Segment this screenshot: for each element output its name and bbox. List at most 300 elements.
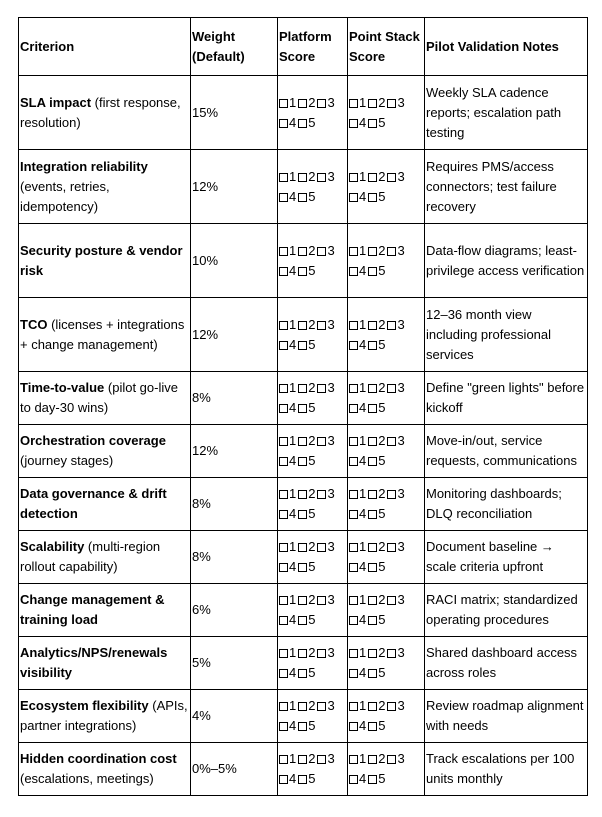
checkbox-icon[interactable] [279, 437, 288, 446]
checkbox-icon[interactable] [279, 321, 288, 330]
checkbox-icon[interactable] [349, 247, 358, 256]
point-stack-score-option[interactable] [349, 486, 366, 501]
weight-cell [191, 690, 278, 743]
platform-score-option[interactable] [279, 718, 296, 733]
point-stack-score-option[interactable] [349, 95, 366, 110]
score-option-label: 1 [289, 592, 297, 607]
point-stack-score-option[interactable] [387, 539, 404, 554]
platform-score-option[interactable] [279, 169, 296, 184]
point-stack-score-option[interactable] [368, 751, 385, 766]
checkbox-icon[interactable] [317, 490, 326, 499]
point-stack-score-option[interactable] [387, 698, 404, 713]
checkbox-icon[interactable] [368, 173, 377, 182]
platform-score-option[interactable] [298, 189, 315, 204]
checkbox-icon[interactable] [298, 755, 307, 764]
checkbox-icon[interactable] [368, 404, 377, 413]
checkbox-icon[interactable] [298, 722, 307, 731]
point-stack-score-option[interactable] [368, 665, 385, 680]
point-stack-score-option[interactable] [387, 95, 404, 110]
score-option-label: 1 [289, 486, 297, 501]
checkbox-icon[interactable] [279, 775, 288, 784]
score-option-label: 1 [359, 486, 367, 501]
platform-score-option[interactable] [298, 263, 315, 278]
checkbox-icon[interactable] [349, 173, 358, 182]
checkbox-icon[interactable] [387, 649, 396, 658]
checkbox-icon[interactable] [387, 490, 396, 499]
checkbox-icon[interactable] [387, 99, 396, 108]
point-stack-score-option[interactable] [368, 453, 385, 468]
checkbox-icon[interactable] [368, 490, 377, 499]
platform-score-cell [278, 743, 348, 796]
checkbox-icon[interactable] [298, 616, 307, 625]
score-option-line [279, 537, 346, 557]
platform-score-option[interactable] [298, 645, 315, 660]
checkbox-icon[interactable] [317, 649, 326, 658]
checkbox-icon[interactable] [298, 247, 307, 256]
point-stack-score-option[interactable] [387, 380, 404, 395]
platform-score-option[interactable] [279, 506, 296, 521]
score-option-label: 3 [397, 380, 405, 395]
point-stack-score-option[interactable] [349, 115, 366, 130]
checkbox-icon[interactable] [298, 543, 307, 552]
point-stack-score-option[interactable] [368, 115, 385, 130]
platform-score-option[interactable] [317, 698, 334, 713]
platform-score-option[interactable] [298, 559, 315, 574]
platform-score-option[interactable] [298, 698, 315, 713]
checkbox-icon[interactable] [387, 755, 396, 764]
platform-score-option[interactable] [279, 380, 296, 395]
platform-score-option[interactable] [298, 751, 315, 766]
score-option-label: 4 [289, 771, 297, 786]
checkbox-icon[interactable] [349, 119, 358, 128]
checkbox-icon[interactable] [368, 596, 377, 605]
platform-score-option[interactable] [279, 592, 296, 607]
checkbox-icon[interactable] [317, 543, 326, 552]
checkbox-icon[interactable] [279, 267, 288, 276]
platform-score-cell [278, 478, 348, 531]
point-stack-score-option[interactable] [368, 559, 385, 574]
point-stack-score-option[interactable] [349, 751, 366, 766]
platform-score-option[interactable] [298, 243, 315, 258]
score-option-label: 5 [378, 114, 386, 130]
platform-score-option[interactable] [317, 169, 334, 184]
checkbox-icon[interactable] [349, 321, 358, 330]
point-stack-score-cell [348, 298, 425, 372]
score-option-label: 4 [359, 188, 367, 204]
platform-score-option[interactable] [298, 771, 315, 786]
checkbox-icon[interactable] [368, 543, 377, 552]
checkbox-icon[interactable] [298, 321, 307, 330]
header-platform-sublabel: Score [279, 48, 316, 64]
checkbox-icon[interactable] [349, 722, 358, 731]
score-option-line [349, 451, 423, 471]
point-stack-score-option[interactable] [368, 506, 385, 521]
point-stack-score-option[interactable] [349, 612, 366, 627]
platform-score-option[interactable] [279, 263, 296, 278]
score-option-label: 3 [327, 168, 335, 184]
platform-score-option[interactable] [279, 400, 296, 415]
checkbox-icon[interactable] [279, 247, 288, 256]
platform-score-option[interactable] [279, 95, 296, 110]
score-option-line [349, 315, 423, 335]
checkbox-icon[interactable] [368, 616, 377, 625]
point-stack-score-option[interactable] [387, 592, 404, 607]
criterion-title: Security posture & vendor risk [20, 242, 183, 278]
criterion-cell [19, 690, 191, 743]
platform-score-option[interactable] [279, 612, 296, 627]
platform-score-option[interactable] [298, 169, 315, 184]
platform-score-option[interactable] [298, 400, 315, 415]
checkbox-icon[interactable] [298, 404, 307, 413]
platform-score-option[interactable] [298, 665, 315, 680]
checkbox-icon[interactable] [279, 722, 288, 731]
checkbox-icon[interactable] [317, 99, 326, 108]
score-option-line [349, 167, 423, 187]
checkbox-icon[interactable] [279, 563, 288, 572]
point-stack-score-option[interactable] [349, 433, 366, 448]
checkbox-icon[interactable] [368, 563, 377, 572]
score-option-label: 3 [327, 486, 335, 501]
platform-score-option[interactable] [298, 95, 315, 110]
criterion-cell [19, 584, 191, 637]
point-stack-score-option[interactable] [368, 539, 385, 554]
checkbox-icon[interactable] [279, 119, 288, 128]
checkbox-icon[interactable] [368, 457, 377, 466]
checkbox-icon[interactable] [349, 649, 358, 658]
checkbox-icon[interactable] [298, 119, 307, 128]
platform-score-option[interactable] [317, 539, 334, 554]
checkbox-icon[interactable] [368, 775, 377, 784]
checkbox-icon[interactable] [298, 193, 307, 202]
point-stack-score-cell [348, 690, 425, 743]
checkbox-icon[interactable] [387, 384, 396, 393]
checkbox-icon[interactable] [279, 193, 288, 202]
score-option-label: 2 [308, 698, 316, 713]
point-stack-score-option[interactable] [349, 317, 366, 332]
platform-score-option[interactable] [317, 95, 334, 110]
checkbox-icon[interactable] [349, 267, 358, 276]
checkbox-icon[interactable] [279, 404, 288, 413]
point-stack-score-option[interactable] [368, 189, 385, 204]
checkbox-icon[interactable] [387, 173, 396, 182]
checkbox-icon[interactable] [368, 341, 377, 350]
platform-score-option[interactable] [279, 337, 296, 352]
checkbox-icon[interactable] [368, 669, 377, 678]
point-stack-score-option[interactable] [368, 698, 385, 713]
platform-score-option[interactable] [317, 486, 334, 501]
platform-score-option[interactable] [279, 486, 296, 501]
platform-score-option[interactable] [279, 453, 296, 468]
table-row [19, 690, 588, 743]
checkbox-icon[interactable] [279, 384, 288, 393]
checkbox-icon[interactable] [349, 384, 358, 393]
checkbox-icon[interactable] [298, 437, 307, 446]
platform-score-option[interactable] [298, 592, 315, 607]
checkbox-icon[interactable] [368, 267, 377, 276]
point-stack-score-option[interactable] [349, 665, 366, 680]
platform-score-option[interactable] [279, 698, 296, 713]
platform-score-option[interactable] [279, 559, 296, 574]
point-stack-score-option[interactable] [349, 645, 366, 660]
checkbox-icon[interactable] [368, 119, 377, 128]
score-option-label: 1 [289, 751, 297, 766]
checkbox-icon[interactable] [387, 596, 396, 605]
point-stack-score-option[interactable] [368, 771, 385, 786]
score-option-label: 5 [308, 506, 316, 521]
platform-score-option[interactable] [317, 380, 334, 395]
point-stack-score-option[interactable] [387, 645, 404, 660]
platform-score-option[interactable] [298, 337, 315, 352]
point-stack-score-option[interactable] [349, 400, 366, 415]
platform-score-option[interactable] [317, 645, 334, 660]
point-stack-score-option[interactable] [349, 539, 366, 554]
checkbox-icon[interactable] [349, 193, 358, 202]
score-option-label: 2 [378, 168, 386, 184]
checkbox-icon[interactable] [349, 596, 358, 605]
platform-score-cell [278, 372, 348, 425]
checkbox-icon[interactable] [279, 616, 288, 625]
checkbox-icon[interactable] [368, 321, 377, 330]
platform-score-option[interactable] [298, 612, 315, 627]
weight-value: 12% [192, 326, 219, 342]
checkbox-icon[interactable] [317, 596, 326, 605]
checkbox-icon[interactable] [368, 384, 377, 393]
platform-score-option[interactable] [279, 771, 296, 786]
point-stack-score-option[interactable] [387, 751, 404, 766]
checkbox-icon[interactable] [349, 775, 358, 784]
checkbox-icon[interactable] [298, 490, 307, 499]
checkbox-icon[interactable] [279, 173, 288, 182]
checkbox-icon[interactable] [298, 563, 307, 572]
checkbox-icon[interactable] [368, 247, 377, 256]
score-option-label: 5 [378, 559, 386, 574]
checkbox-icon[interactable] [349, 437, 358, 446]
score-option-label: 1 [289, 94, 297, 110]
platform-score-option[interactable] [298, 433, 315, 448]
checkbox-icon[interactable] [279, 755, 288, 764]
platform-score-option[interactable] [279, 189, 296, 204]
score-option-label: 3 [397, 645, 405, 660]
checkbox-icon[interactable] [387, 543, 396, 552]
checkbox-icon[interactable] [298, 596, 307, 605]
checkbox-icon[interactable] [279, 669, 288, 678]
checkbox-icon[interactable] [387, 702, 396, 711]
score-option-label: 1 [359, 168, 367, 184]
criterion-title: Ecosystem flexibility [20, 698, 149, 713]
checkbox-icon[interactable] [317, 247, 326, 256]
platform-score-option[interactable] [298, 486, 315, 501]
score-option-line [349, 431, 423, 451]
checkbox-icon[interactable] [279, 510, 288, 519]
point-stack-score-option[interactable] [349, 243, 366, 258]
checkbox-icon[interactable] [298, 267, 307, 276]
point-stack-score-option[interactable] [387, 317, 404, 332]
checkbox-icon[interactable] [279, 99, 288, 108]
point-stack-score-option[interactable] [368, 592, 385, 607]
point-stack-score-option[interactable] [387, 433, 404, 448]
point-stack-score-option[interactable] [349, 592, 366, 607]
checkbox-icon[interactable] [349, 563, 358, 572]
point-stack-score-option[interactable] [368, 380, 385, 395]
checkbox-icon[interactable] [298, 702, 307, 711]
checkbox-icon[interactable] [368, 755, 377, 764]
score-option-line [279, 643, 346, 663]
platform-score-option[interactable] [298, 453, 315, 468]
checkbox-icon[interactable] [349, 755, 358, 764]
criterion-title: Orchestration coverage [20, 433, 166, 448]
point-stack-score-option[interactable] [368, 337, 385, 352]
checkbox-icon[interactable] [317, 321, 326, 330]
platform-score-option[interactable] [298, 506, 315, 521]
point-stack-score-option[interactable] [349, 718, 366, 733]
checkbox-icon[interactable] [279, 543, 288, 552]
checkbox-icon[interactable] [349, 543, 358, 552]
checkbox-icon[interactable] [298, 649, 307, 658]
checkbox-icon[interactable] [368, 99, 377, 108]
point-stack-score-option[interactable] [368, 718, 385, 733]
checkbox-icon[interactable] [279, 341, 288, 350]
point-stack-score-option[interactable] [349, 453, 366, 468]
checkbox-icon[interactable] [298, 173, 307, 182]
platform-score-option[interactable] [298, 380, 315, 395]
point-stack-score-option[interactable] [368, 612, 385, 627]
checkbox-icon[interactable] [298, 669, 307, 678]
point-stack-score-option[interactable] [349, 559, 366, 574]
checkbox-icon[interactable] [298, 457, 307, 466]
checkbox-icon[interactable] [349, 510, 358, 519]
checkbox-icon[interactable] [368, 702, 377, 711]
platform-score-cell [278, 76, 348, 150]
weight-cell [191, 224, 278, 298]
point-stack-score-option[interactable] [349, 169, 366, 184]
checkbox-icon[interactable] [368, 193, 377, 202]
checkbox-icon[interactable] [349, 404, 358, 413]
checkbox-icon[interactable] [298, 384, 307, 393]
point-stack-score-option[interactable] [387, 243, 404, 258]
platform-score-option[interactable] [317, 243, 334, 258]
checkbox-icon[interactable] [349, 669, 358, 678]
criterion-cell [19, 372, 191, 425]
criterion-title: Data governance & drift detection [20, 486, 167, 521]
score-option-label: 4 [289, 665, 297, 680]
platform-score-option[interactable] [317, 317, 334, 332]
platform-score-option[interactable] [317, 592, 334, 607]
platform-score-option[interactable] [279, 665, 296, 680]
notes-cell [425, 425, 588, 478]
checkbox-icon[interactable] [349, 702, 358, 711]
checkbox-icon[interactable] [279, 702, 288, 711]
checkbox-icon[interactable] [349, 341, 358, 350]
point-stack-score-option[interactable] [368, 263, 385, 278]
checkbox-icon[interactable] [279, 649, 288, 658]
point-stack-score-option[interactable] [368, 433, 385, 448]
score-option-label: 1 [359, 433, 367, 448]
score-option-label: 5 [308, 718, 316, 733]
checkbox-icon[interactable] [387, 437, 396, 446]
platform-score-option[interactable] [317, 433, 334, 448]
platform-score-option[interactable] [279, 433, 296, 448]
platform-score-option[interactable] [279, 645, 296, 660]
point-stack-score-option[interactable] [368, 645, 385, 660]
checkbox-icon[interactable] [387, 321, 396, 330]
point-stack-score-option[interactable] [349, 189, 366, 204]
checkbox-icon[interactable] [368, 437, 377, 446]
platform-score-option[interactable] [298, 115, 315, 130]
header-platform-score [278, 18, 348, 76]
point-stack-score-option[interactable] [349, 771, 366, 786]
score-option-label: 5 [308, 665, 316, 680]
platform-score-option[interactable] [298, 317, 315, 332]
platform-score-option[interactable] [279, 115, 296, 130]
platform-score-option[interactable] [298, 539, 315, 554]
point-stack-score-option[interactable] [368, 95, 385, 110]
platform-score-option[interactable] [279, 539, 296, 554]
platform-score-option[interactable] [279, 751, 296, 766]
point-stack-score-option[interactable] [368, 486, 385, 501]
point-stack-score-option[interactable] [349, 506, 366, 521]
point-stack-score-option[interactable] [368, 317, 385, 332]
point-stack-score-option[interactable] [368, 243, 385, 258]
checkbox-icon[interactable] [317, 702, 326, 711]
platform-score-option[interactable] [317, 751, 334, 766]
score-option-label: 3 [397, 592, 405, 607]
checkbox-icon[interactable] [387, 247, 396, 256]
platform-score-cell [278, 690, 348, 743]
checkbox-icon[interactable] [349, 457, 358, 466]
checkbox-icon[interactable] [317, 384, 326, 393]
criterion-title: Change management & training load [20, 592, 165, 627]
score-option-label: 2 [308, 539, 316, 554]
checkbox-icon[interactable] [349, 616, 358, 625]
score-option-line [349, 557, 423, 577]
checkbox-icon[interactable] [298, 99, 307, 108]
checkbox-icon[interactable] [279, 596, 288, 605]
point-stack-score-option[interactable] [368, 169, 385, 184]
point-stack-score-cell [348, 584, 425, 637]
score-option-label: 3 [397, 539, 405, 554]
platform-score-option[interactable] [279, 317, 296, 332]
point-stack-score-option[interactable] [349, 263, 366, 278]
score-option-label: 3 [397, 433, 405, 448]
point-stack-score-option[interactable] [349, 337, 366, 352]
checkbox-icon[interactable] [317, 173, 326, 182]
checkbox-icon[interactable] [317, 437, 326, 446]
evaluation-criteria-table [18, 17, 588, 796]
platform-score-option[interactable] [298, 718, 315, 733]
checkbox-icon[interactable] [317, 755, 326, 764]
point-stack-score-option[interactable] [349, 698, 366, 713]
point-stack-score-option[interactable] [387, 486, 404, 501]
checkbox-icon[interactable] [368, 722, 377, 731]
checkbox-icon[interactable] [368, 649, 377, 658]
platform-score-option[interactable] [279, 243, 296, 258]
point-stack-score-option[interactable] [368, 400, 385, 415]
checkbox-icon[interactable] [368, 510, 377, 519]
checkbox-icon[interactable] [298, 341, 307, 350]
checkbox-icon[interactable] [349, 99, 358, 108]
checkbox-icon[interactable] [298, 510, 307, 519]
checkbox-icon[interactable] [349, 490, 358, 499]
point-stack-score-option[interactable] [387, 169, 404, 184]
checkbox-icon[interactable] [279, 457, 288, 466]
platform-score-cell [278, 637, 348, 690]
score-option-label: 2 [378, 94, 386, 110]
checkbox-icon[interactable] [279, 490, 288, 499]
weight-value: 5% [192, 655, 211, 670]
checkbox-icon[interactable] [298, 775, 307, 784]
score-option-label: 3 [397, 486, 405, 501]
point-stack-score-option[interactable] [349, 380, 366, 395]
